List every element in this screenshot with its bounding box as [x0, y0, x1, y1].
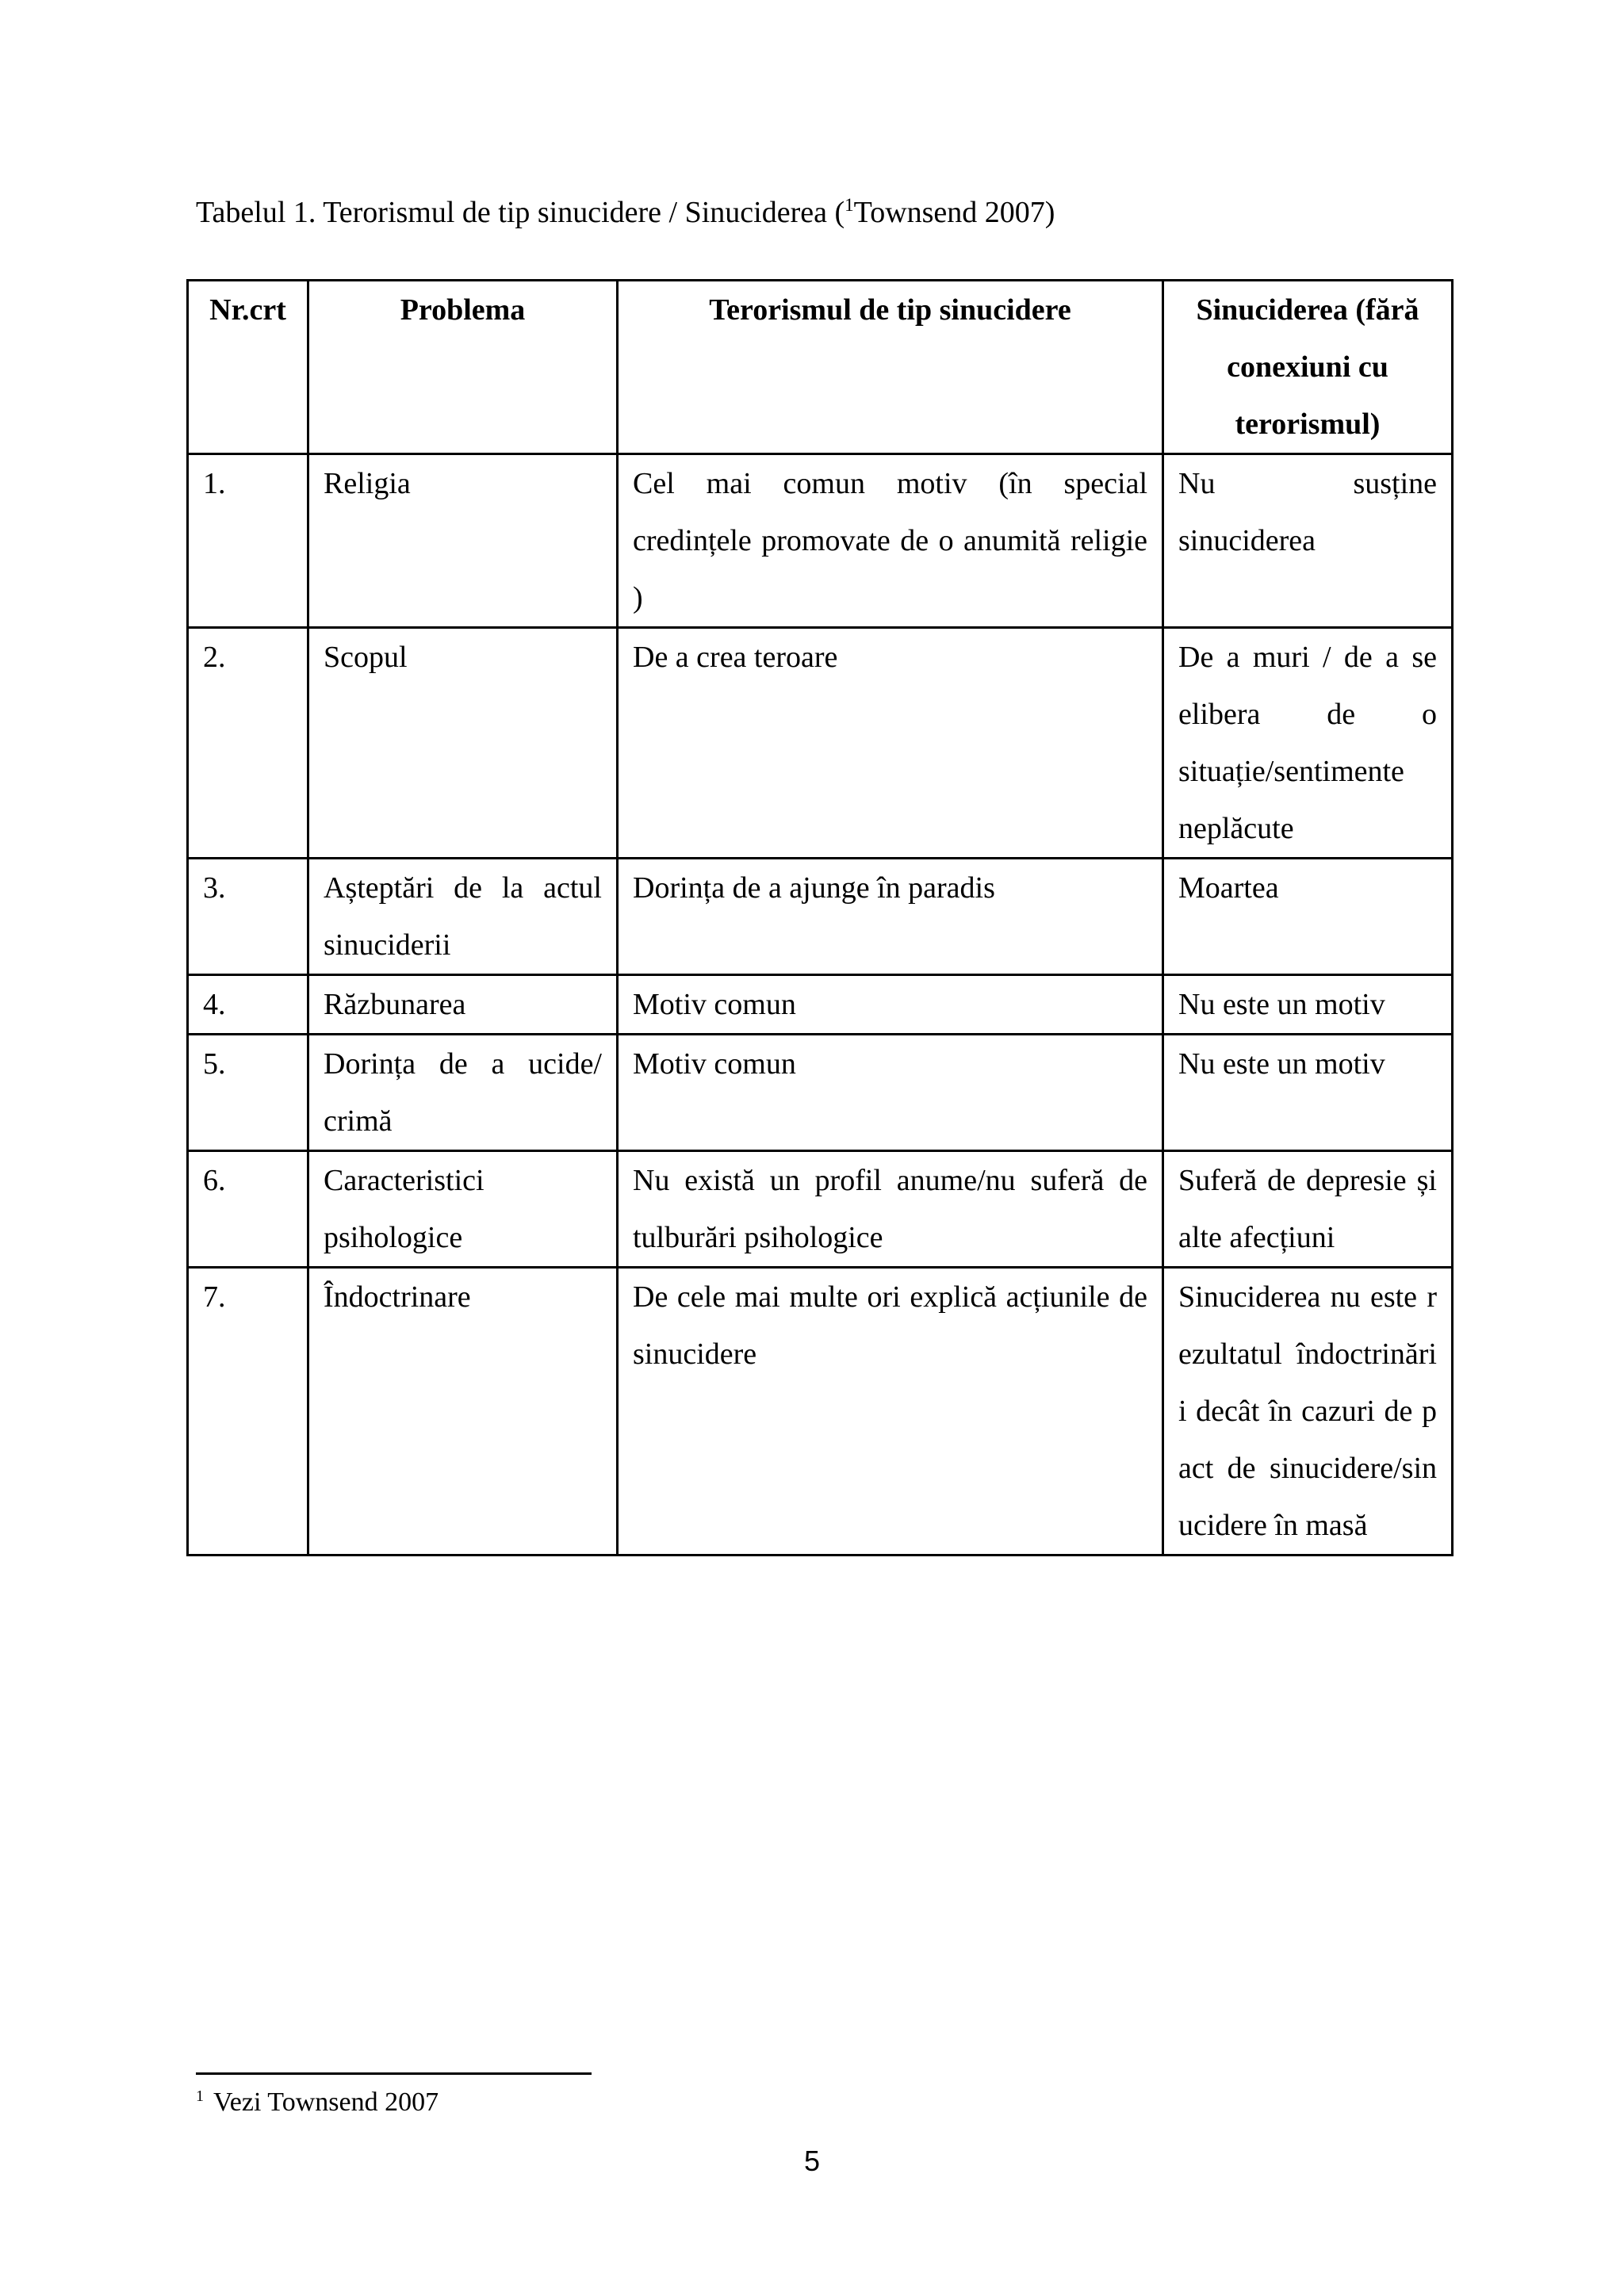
- table-row: [188, 1151, 1453, 1268]
- table-header-row: [188, 281, 1453, 454]
- footnote-mark: 1: [196, 2087, 204, 2105]
- cell-nr: 2.: [188, 628, 308, 859]
- table-row: [188, 454, 1453, 628]
- cell-problema: Așteptări de la actul sinuciderii: [308, 859, 618, 975]
- cell-sinucidere: Nu este un motiv: [1163, 975, 1453, 1035]
- cell-terorism: Dorința de a ajunge în paradis: [618, 859, 1163, 975]
- footnote-text: Vezi Townsend 2007: [213, 2087, 439, 2117]
- table-row: [188, 1268, 1453, 1556]
- cell-terorism: De cele mai multe ori explică acțiunile de sinucidere: [618, 1268, 1163, 1556]
- footnote-reference[interactable]: 1: [845, 195, 854, 215]
- footnote: [196, 2085, 439, 2120]
- cell-problema: Scopul: [308, 628, 618, 859]
- cell-terorism: Motiv comun: [618, 1035, 1163, 1151]
- cell-nr: 1.: [188, 454, 308, 628]
- comparison-table: [186, 279, 1454, 1556]
- cell-nr: 5.: [188, 1035, 308, 1151]
- caption-text: Tabelul 1. Terorismul de tip sinucidere / Sinuciderea (: [196, 196, 845, 229]
- cell-sinucidere: Suferă de depresie și alte afecțiuni: [1163, 1151, 1453, 1268]
- cell-problema: Caracteristici psihologice: [308, 1151, 618, 1268]
- cell-nr: 3.: [188, 859, 308, 975]
- cell-problema: Îndoctrinare: [308, 1268, 618, 1556]
- header-terorism: Terorismul de tip sinucidere: [618, 281, 1163, 454]
- cell-terorism: De a crea teroare: [618, 628, 1163, 859]
- footnote-separator: [196, 2072, 592, 2075]
- header-nr-crt: Nr.crt: [188, 281, 308, 454]
- cell-problema: Religia: [308, 454, 618, 628]
- cell-nr: 7.: [188, 1268, 308, 1556]
- cell-terorism: Nu există un profil anume/nu suferă de tulburări psihologice: [618, 1151, 1163, 1268]
- cell-nr: 4.: [188, 975, 308, 1035]
- cell-sinucidere: Nu este un motiv: [1163, 1035, 1453, 1151]
- page-number: 5: [803, 2145, 821, 2177]
- cell-sinucidere: De a muri / de a se elibera de o situație/sentimente neplăcute: [1163, 628, 1453, 859]
- header-sinucidere: Sinuciderea (fără conexiuni cu terorismul): [1163, 281, 1453, 454]
- table-caption: [196, 192, 1055, 233]
- cell-terorism: Motiv comun: [618, 975, 1163, 1035]
- cell-sinucidere: Nu susține sinuciderea: [1163, 454, 1453, 628]
- table-row: [188, 628, 1453, 859]
- cell-terorism: Cel mai comun motiv (în special credințele promovate de o anumită religie ): [618, 454, 1163, 628]
- caption-source: Townsend 2007): [853, 196, 1055, 229]
- table-row: [188, 859, 1453, 975]
- table-row: [188, 975, 1453, 1035]
- table-row: [188, 1035, 1453, 1151]
- header-problema: Problema: [308, 281, 618, 454]
- cell-nr: 6.: [188, 1151, 308, 1268]
- cell-problema: Răzbunarea: [308, 975, 618, 1035]
- cell-sinucidere: Moartea: [1163, 859, 1453, 975]
- cell-problema: Dorința de a ucide/ crimă: [308, 1035, 618, 1151]
- cell-sinucidere: Sinuciderea nu este rezultatul îndoctrinării decât în cazuri de pact de sinucidere/sinucidere în masă: [1163, 1268, 1453, 1556]
